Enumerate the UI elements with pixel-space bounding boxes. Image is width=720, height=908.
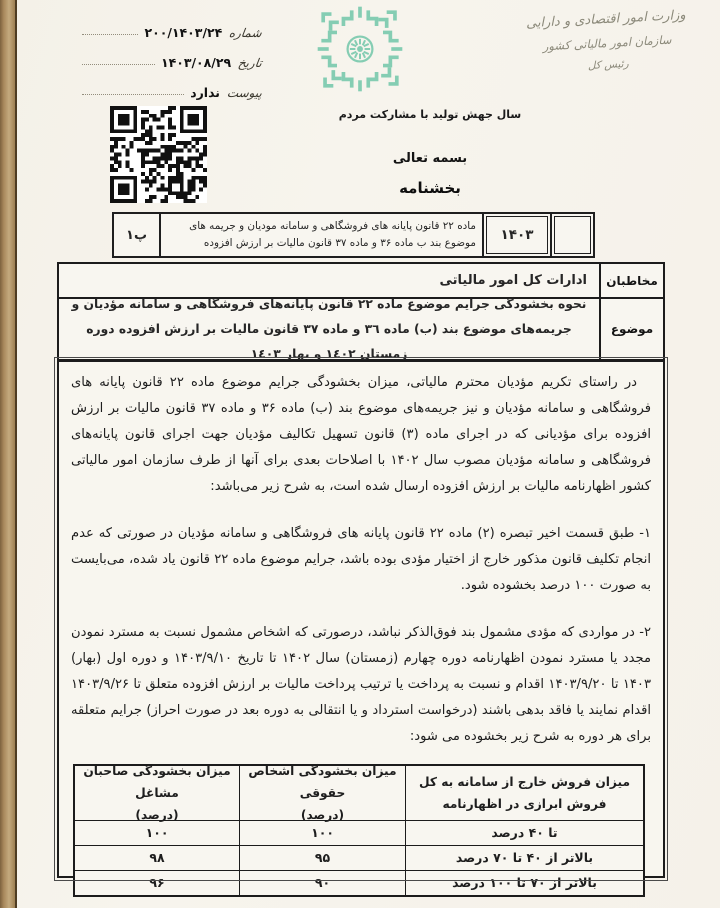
table-cell: ۹۰ [239, 871, 405, 895]
table-row [75, 845, 643, 870]
doc-attachment-label: پیوست [226, 86, 263, 100]
doc-attachment-row [82, 70, 262, 100]
table-row [75, 870, 643, 895]
classification-year-cell: ۱۴۰۳ [482, 214, 550, 256]
classification-subject-cell: ماده ۲۲ قانون پایانه های فروشگاهی و سامانه مودیان و جریمه های موضوع بند ب ماده ۳۶ و ماده ۳۷ قانون مالیات بر ارزش افزوده [159, 214, 482, 256]
tax-administration-logo-icon [314, 2, 406, 96]
ministry-name: وزارت امور اقتصادی و دارایی [525, 7, 687, 32]
basmala-text: بسمه تعالی [392, 151, 468, 166]
circular-body [57, 360, 665, 890]
header-line: میزان بخشودگی صاحبان مشاغل [83, 764, 231, 800]
signatory-title: رئیس کل [587, 57, 629, 73]
header-line: فروش ابرازی در اظهارنامه [442, 797, 607, 811]
header-business-owners [75, 766, 239, 820]
table-cell: بالاتر از ۷۰ تا ۱۰۰ درصد [405, 871, 643, 895]
table-cell: ۱۰۰ [239, 821, 405, 845]
dotted-line [82, 34, 138, 35]
year-slogan: سال جهش تولید با مشارکت مردم [338, 108, 522, 121]
doc-number-row [82, 10, 262, 40]
subject-value: نحوه بخشودگی جرایم موضوع ماده ۲۲ قانون پایانه‌های فروشگاهی و سامانه مؤدیان و جریمه‌های موضوع بند (ب) ماده ٣٦ و ماده ٣٧ قانون مالیات بر ارزش افزوده دوره زمستان ١٤٠٢ و بهار ١٤٠٣ [71, 296, 587, 361]
scan-edge-strip [0, 0, 17, 908]
header-legal-persons [239, 766, 405, 820]
classification-table [112, 212, 595, 258]
doc-date-label: تاریخ [237, 56, 263, 70]
forgiveness-table [73, 764, 645, 897]
doc-number-value: ۲۰۰/۱۴۰۳/۲۴ [144, 25, 223, 40]
table-cell: ۹۶ [149, 875, 165, 890]
header-line: میزان بخشودگی اشخاص حقوقی [248, 764, 397, 800]
classification-code-cell: پ۱ [126, 227, 148, 243]
doc-date-value: ۱۴۰۳/۰۸/۲۹ [160, 55, 232, 70]
body-item-1: ۱- طبق قسمت اخیر تبصره (۲) ماده ۲۲ قانون پایانه های فروشگاهی و سامانه مؤدیان در صورتی که عدم انجام تکلیف قانون مذکور خارج از اختیار مؤدی بوده باشد، جرایم موضوع ماده ۲۲ قانون یاد شده، می‌بایست به صورت ۱۰۰ درصد بخشوده شود. [71, 526, 652, 593]
addressee-label: مخاطبان [599, 264, 663, 297]
header-line: (درصد) [300, 808, 345, 822]
header-sales-ratio [405, 766, 643, 820]
table-cell: تا ۴۰ درصد [405, 821, 643, 845]
body-paragraph-1: در راستای تکریم مؤدیان محترم مالیاتی، میزان بخشودگی جرایم موضوع ماده ۲۲ قانون پایانه های فروشگاهی و سامانه مؤدیان و نیز جریمه‌های موضوع بند (ب) ماده ۳۶ و ماده ۳۷ قانون مالیات بر ارزش افزوده برای مؤدیانی که در اجرای ماده (۳) قانون تسهیل تکالیف مؤدیان جهت اجرای قانون پایانه‌های فروشگاهی و سامانه مؤدیان مصوب سال ۱۴۰۲ با اصلاحات بعدی برای آنها از طرف سازمان امور مالیاتی کشور اظهارنامه مالیات بر ارزش افزوده ارسال شده است، به شرح زیر می‌باشد: [71, 375, 651, 494]
doc-number-label: شماره [228, 26, 263, 40]
header-line: (درصد) [135, 808, 179, 822]
addressee-value: ادارات کل امور مالیاتی [439, 273, 587, 288]
document-meta [82, 10, 262, 100]
header-line: میزان فروش خارج از سامانه به کل [418, 775, 631, 789]
dotted-line [82, 94, 184, 95]
table-cell: ۹۵ [239, 846, 405, 870]
document-type-title: بخشنامه [399, 179, 461, 197]
table-cell: ۹۸ [149, 850, 165, 865]
letterhead [501, 7, 714, 77]
doc-date-row [82, 40, 262, 70]
organization-name: سازمان امور مالیاتی کشور [542, 32, 672, 54]
subject-row [59, 297, 663, 359]
table-cell: ۱۰۰ [145, 825, 169, 840]
classification-blank-cell [550, 214, 593, 256]
table-row [75, 820, 643, 845]
addressee-subject-table [57, 262, 665, 361]
qr-code [110, 106, 207, 203]
table-cell: بالاتر از ۴۰ تا ۷۰ درصد [405, 846, 643, 870]
dotted-line [82, 64, 155, 65]
forgiveness-table-header-row [75, 766, 643, 820]
doc-attachment-value: ندارد [190, 85, 220, 100]
subject-label: موضوع [599, 299, 663, 359]
body-item-2: ۲- در مواردی که مؤدی مشمول بند فوق‌الذکر نباشد، درصورتی که اشخاص مشمول نسبت به مسترد نمودن مجدد یا مسترد نمودن اظهارنامه دوره چهارم (زمستان) سال ۱۴۰۲ تا تاریخ ۱۴۰۳/۹/۱۰ و دوره اول (بهار) ۱۴۰۳ تا ۱۴۰۳/۹/۲۰ اقدام و نسبت به پرداخت یا ترتیب پرداخت مالیات بر ارزش افزوده متعلق تا ۱۴۰۳/۹/۲۶ اقدام نمایند یا فاقد بدهی باشند (درخواست استرداد و یا انتقالی به دوره بعد در صورت احراز) جرایم متعلقه برای هر دوره به شرح زیر بخشوده می شود: [71, 625, 651, 744]
